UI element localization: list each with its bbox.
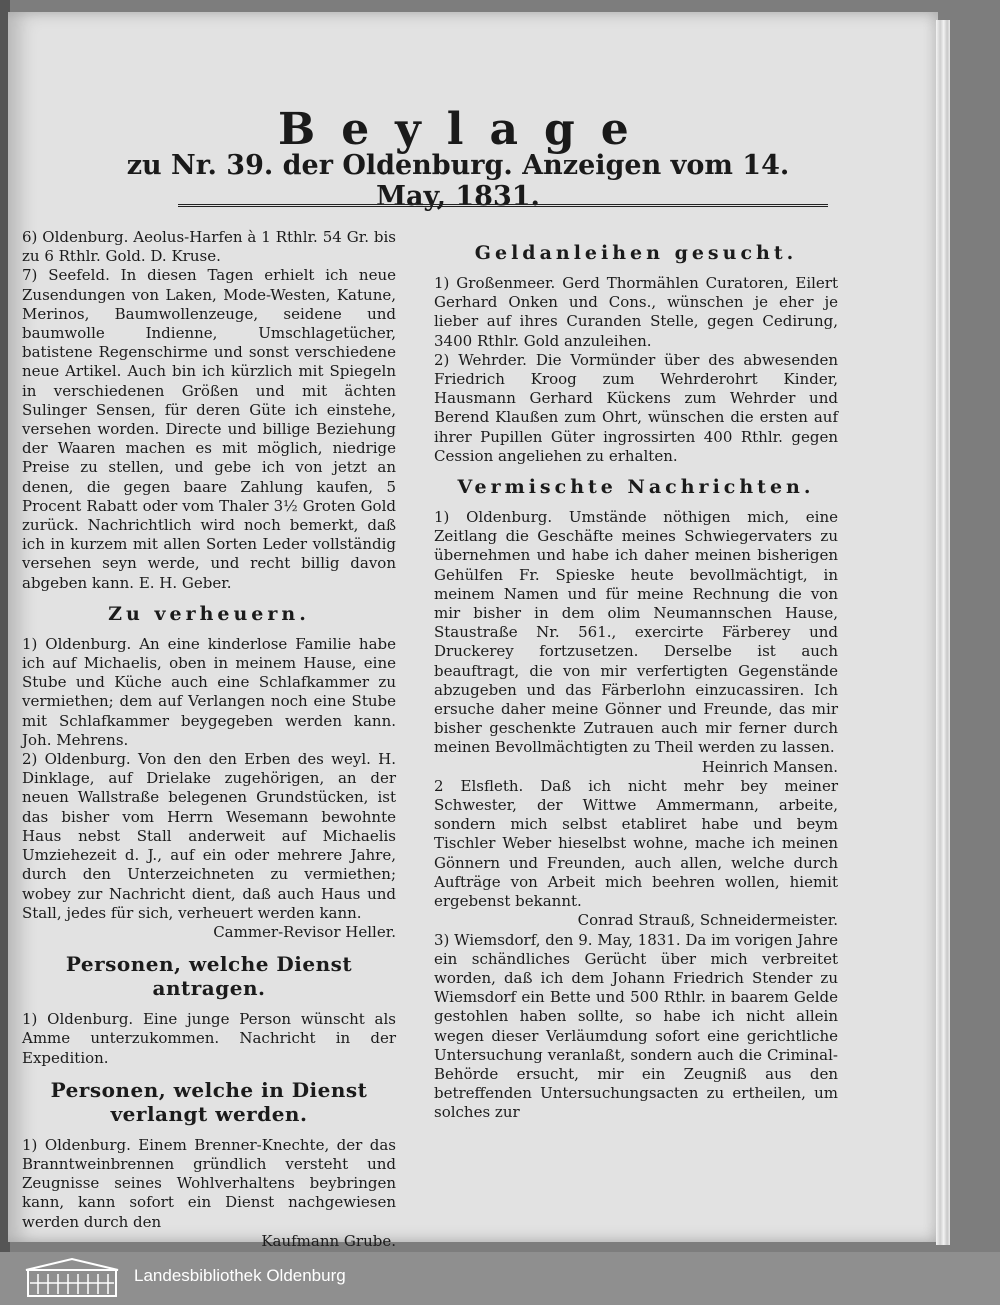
left-column: [22, 228, 396, 1251]
signature-mansen: Heinrich Mansen.: [701, 757, 838, 776]
notice-wehrder: 2) Wehrder. Die Vormünder über des abwesenden Friedrich Kroog zum Wehrderohrt Kinder, Hausmann Gerhard Kückens zum Wehrder und Berend Klaußen zum Ohrt, wünschen die ersten auf ihrer Pupillen Güter ingrossirten 400 Rthlr. gegen Cession angeliehen zu erhalten.: [434, 350, 838, 465]
page-subtitle: zu Nr. 39. der Oldenburg. Anzeigen vom 14. May, 1831.: [126, 150, 790, 212]
notice-grossenmeer: 1) Großenmeer. Gerd Thormählen Curatoren, Eilert Gerhard Onken und Cons., wünschen je eher je lieber auf ihres Curanden Stelle, gegen Cedirung, 3400 Rthlr. Gold anzuleihen.: [434, 274, 838, 350]
signature-grube: Kaufmann Grube.: [261, 1231, 396, 1250]
notice-verheuern-1: 1) Oldenburg. An eine kinderlose Familie habe ich auf Michaelis, oben in meinem Hause, eine Stube und Küche auch eine Schlafkammer zu vermiethen; dem auf Verlangen noch eine Stube mit Schlafkammer beygegeben werden kann. Joh. Mehrens.: [22, 634, 396, 749]
notice-elsfleth: 2 Elsfleth. Daß ich nicht mehr bey meiner Schwester, der Wittwe Ammermann, arbeite, sondern mich selbst etabliret habe und beym Tischler Weber hieselbst wohne, mache ich meinen Gönnern und Freunden, auch allen, welche durch Aufträge von Arbeit mich beehren wollen, hiemit ergebenst bekannt.: [434, 776, 838, 911]
page-title: Beylage: [278, 104, 655, 155]
heading-dienst-verlangt: Personen, welche in Dienst verlangt werden.: [50, 1077, 368, 1126]
page-edge: [936, 20, 950, 1245]
notice-verheuern-2: 2) Oldenburg. Von den den Erben des weyl. H. Dinklage, auf Drielake zugehörigen, an der neuen Wallstraße belegenen Grundstücken, ist das bisher vom Herrn Wesemann bewohnte Haus nebst Stall anderweit auf Michaelis Umziehezeit d. J., auf ein oder mehrere Jahre, durch den Unterzeichneten zu vermiethen; wobey zur Nachricht dient, daß auch Haus und Stall, jedes für sich, verheuert werden kann.: [22, 750, 396, 922]
library-building-icon: [20, 1256, 124, 1300]
footer-bar: [0, 1252, 1000, 1305]
notice-aeolus: 6) Oldenburg. Aeolus-Harfen à 1 Rthlr. 54 Gr. bis zu 6 Rthlr. Gold. D. Kruse.: [22, 228, 396, 266]
signature-heller: Cammer-Revisor Heller.: [213, 922, 396, 941]
library-name: Landesbibliothek Oldenburg: [134, 1266, 346, 1285]
heading-verheuern: Zu verheuern.: [108, 602, 310, 625]
notice-wiemsdorf: 3) Wiemsdorf, den 9. May, 1831. Da im vorigen Jahre ein schändliches Gerücht über mich verbreitet worden, daß ich dem Johann Friedrich Stender zu Wiemsdorf ein Bette und 500 Rthlr. in baarem Gelde gestohlen haben sollte, so habe ich nicht allein wegen dieser Verläumdung sofort eine gerichtliche Untersuchung veranlaßt, sondern auch die Criminal-Behörde ersucht, mir ein Zeugniß aus den betreffenden Untersuchungsacten zu ertheilen, um solches zur: [434, 930, 838, 1122]
heading-dienst-antragen: Personen, welche Dienst antragen.: [65, 952, 353, 1001]
heading-geldanleihen: Geldanleihen gesucht.: [474, 242, 798, 264]
notice-oldenburg-faerberey: 1) Oldenburg. Umstände nöthigen mich, eine Zeitlang die Geschäfte meines Schwiegervaters zu übernehmen und habe ich daher meinen bisherigen Gehülfen Fr. Spieske heute bevollmächtigt, in meinem Namen und für meine Rechnung die von mir bisher in dem olim Neumannschen Hause, Staustraße Nr. 561., exercirte Färberey und Druckerey fortzusetzen. Derselbe ist auch beauftragt, die von mir verfertigten Gegenstände abzugeben und das Färberlohn einzucassiren. Ich ersuche daher meine Gönner und Freunde, das mir bisher geschenkte Zutrauen auch mir ferner durch meinen Bevollmächtigten zu Theil werden zu lassen.: [434, 508, 838, 757]
right-column: [434, 232, 838, 1123]
notice-amme: 1) Oldenburg. Eine junge Person wünscht als Amme unterzukommen. Nachricht in der Expedition.: [22, 1010, 396, 1067]
header-rule: [178, 204, 828, 207]
signature-strauss: Conrad Strauß, Schneidermeister.: [577, 911, 838, 930]
heading-vermischte: Vermischte Nachrichten.: [457, 476, 815, 499]
notice-seefeld: 7) Seefeld. In diesen Tagen erhielt ich neue Zusendungen von Laken, Mode-Westen, Katune, Merinos, Baumwollenzeuge, seidene und baumwolle Indienne, Umschlagetücher, batistene Regenschirme und sonst verschiedene neue Artikel. Auch bin ich kürzlich mit Spiegeln in verschiedenen Größen und mit ächten Sulinger Sensen, für deren Güte ich einstehe, versehen worden. Directe und billige Beziehung der Waaren machen es mit möglich, niedrige Preise zu stellen, und gebe ich von jetzt an denen, die gegen baare Zahlung kaufen, 5 Procent Rabatt oder vom Thaler 3½ Groten Gold zurück. Nachrichtlich wird noch bemerkt, daß ich in kurzem mit allen Sorten Leder vollständig versehen seyn werde, und recht billig davon abgeben kann. E. H. Geber.: [22, 266, 396, 592]
notice-brenner: 1) Oldenburg. Einem Brenner-Knechte, der das Branntweinbrennen gründlich versteht und Zeugnisse seines Wohlverhaltens beybringen kann, kann sofort ein Dienst nachgewiesen werden durch den: [22, 1135, 396, 1231]
